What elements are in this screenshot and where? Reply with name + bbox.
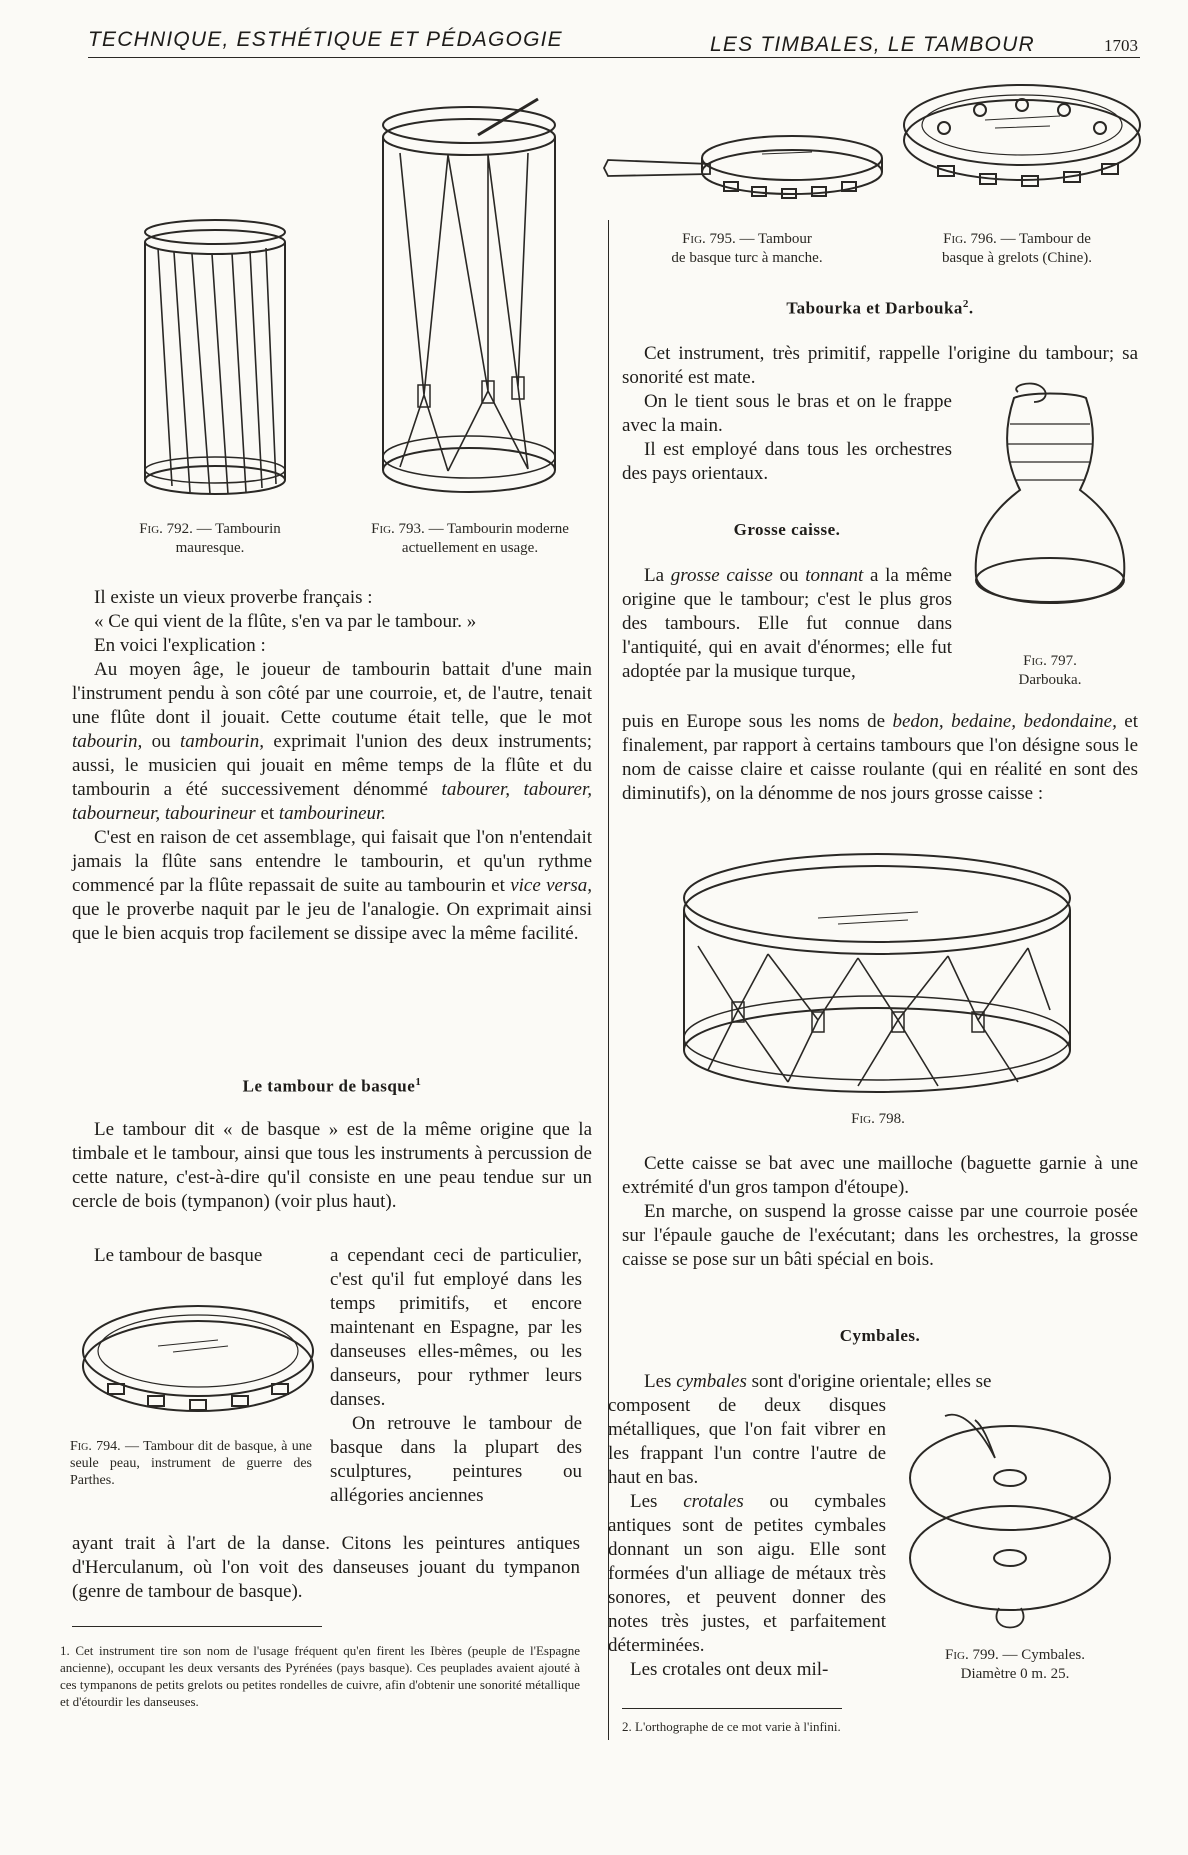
- left-text-basque: Le tambour dit « de basque » est de la même origine que la timbale et le tambour, ainsi que tous les instruments à percussion de cette nature, c'est-à-dire qu'il consiste en une peau tendue sur un cercle de bois (tympanon) (voir plus haut).: [72, 1119, 592, 1212]
- fig797-caption: Fig. 797. Darbouka.: [1018, 653, 1082, 688]
- page-number: 1703: [1104, 36, 1138, 55]
- right-text-tabourka-2: On le tient sous le bras et on le frappe avec la main. Il est employé dans tous les orchestres des pays orientaux.: [622, 391, 952, 484]
- fig792-caption: Fig. 792. — Tambourin mauresque.: [139, 521, 281, 556]
- fig795-caption: Fig. 795. — Tambour de basque turc à manche.: [671, 231, 823, 266]
- footnote-rule-left: [72, 1626, 322, 1627]
- footnote-rule-right: [622, 1708, 842, 1709]
- modern-drum-icon: [378, 95, 560, 500]
- turkish-handle-tambourine-icon: [602, 130, 897, 205]
- header-rule: [88, 57, 1140, 58]
- fig799-caption: Fig. 799. — Cymbales. Diamètre 0 m. 25.: [945, 1647, 1085, 1682]
- fig793-caption: Fig. 793. — Tambourin moderne actuellement en usage.: [371, 521, 569, 556]
- right-text-tabourka: Cet instrument, très primitif, rappelle l'origine du tambour; sa sonorité est mate.: [622, 343, 1138, 388]
- right-text-grosse-caisse-2: puis en Europe sous les noms de bedon, bedaine, bedondaine, et finalement, par rapport à certains tambours que l'on désigne sous le nom de caisse claire et caisse roulante (qui en réalité en sont des diminutifs), on la dénomme de nos jours grosse caisse :: [622, 711, 1138, 804]
- section-heading-tambour-de-basque: Le tambour de basque$^1$: [242, 1076, 422, 1096]
- right-text-grosse-caisse-3: Cette caisse se bat avec une mailloche (baguette garnie à une extrémité d'un gros tampon d'étoupe). En marche, on suspend la grosse caisse par une courroie posée sur l'épaule gauche de l'exécutant; dans les orchestres, la grosse caisse se pose sur un bâti spécial en bois.: [622, 1153, 1138, 1270]
- fig796-caption: Fig. 796. — Tambour de basque à grelots (Chine).: [942, 231, 1092, 266]
- section-heading-tabourka: Tabourka et Darbouka$^2$.: [786, 298, 974, 318]
- right-text-cymbales-1: Les cymbales sont d'origine orientale; elles se: [644, 1371, 992, 1392]
- tambourine-icon: [78, 1296, 318, 1426]
- left-text-basque-end: ayant trait à l'art de la danse. Citons les peintures antiques d'Herculanum, où l'on voit des danseuses jouant du tympanon (genre de tambour de basque).: [72, 1533, 580, 1602]
- running-header-left: TECHNIQUE, ESTHÉTIQUE ET PÉDAGOGIE: [88, 28, 563, 51]
- section-heading-cymbales: Cymbales.: [839, 1326, 921, 1345]
- section-heading-grosse-caisse: Grosse caisse.: [733, 520, 841, 539]
- fig798-caption: Fig. 798.: [851, 1111, 905, 1127]
- running-header-right: LES TIMBALES, LE TAMBOUR: [710, 33, 1035, 56]
- moorish-tambourine-drum-icon: [140, 218, 290, 503]
- bass-drum-icon: [678, 850, 1076, 1100]
- darbouka-icon: [970, 380, 1130, 630]
- footnote-2: 2. L'orthographe de ce mot varie à l'infini.: [622, 1719, 841, 1734]
- left-text-basque-right: a cependant ceci de particulier, c'est qu'il fut employé dans les temps primitifs, et encore maintenant en Espagne, par les danseuses elles-mêmes, ou les danseurs, pour rythmer leurs danses. On retrouve le tambour de basque dans la plupart des sculptures, peintures ou allégories anciennes: [330, 1245, 582, 1506]
- left-text-block: Il existe un vieux proverbe français : « Ce qui vient de la flûte, s'en va par le tambour. » En voici l'explication : Au moyen âge, le joueur de tambourin battait d'une main l'instrument pendu à son côté par une courroie, et, de l'autre, tenait une flûte dont il jouait. Cette coutume était telle, que le mot tabourin, ou tambourin, exprimait l'union des deux instruments; aussi, le musicien qui jouait en même temps de la flûte et du tambourin a été successivement dénommé tabourer, tabourer, tabourneur, tabourineur et tambourineur. C'est en raison de cet assemblage, qui faisait que l'on n'entendait jamais la flûte sans entendre le tambourin, et qu'un rythme commencé par la flûte repassait de suite au tambourin et vice versa, que le proverbe naquit par le jeu de l'analogie. On exprimait ainsi que le bien acquis trop facilement se dissipe avec la même facilité.: [72, 587, 593, 944]
- cymbals-icon: [905, 1408, 1115, 1638]
- footnote-1: 1. Cet instrument tire son nom de l'usage fréquent qu'en firent les Ibères (peuple de l'Espagne ancienne), occupant les deux versants des Pyrénées (pays basque). Ces peuplades avaient ajouté à ces tympanons de petits grelots ou petites rondelles de cuivre, afin d'obtenir une sonorité métallique et d'étourdir les danseuses.: [60, 1643, 580, 1709]
- right-text-cymbales-2: composent de deux disques métalliques, que l'on fait vibrer en les frappant l'un contre l'autre de haut en bas. Les crotales ou cymbales antiques sont de petites cymbales donnant un son aigu. Elle sont formées d'un alliage de métaux très sonores, et peuvent donner des notes très justes, et parfaitement déterminées. Les crotales ont deux mil-: [608, 1395, 886, 1680]
- fig794-caption: Fig. 794. — Tambour dit de basque, à une seule peau, instrument de guerre des Parthes.: [70, 1439, 313, 1488]
- left-text-basque-start: Le tambour de basque: [94, 1245, 263, 1266]
- bell-tambourine-icon: [900, 80, 1145, 210]
- right-text-grosse-caisse-1: La grosse caisse ou tonnant a la même origine que le tambour; c'est le plus gros des tambours. Elle fut connue dans l'antiquité, qui en avait d'énormes; elle fut adoptée par la musique turque,: [622, 565, 952, 682]
